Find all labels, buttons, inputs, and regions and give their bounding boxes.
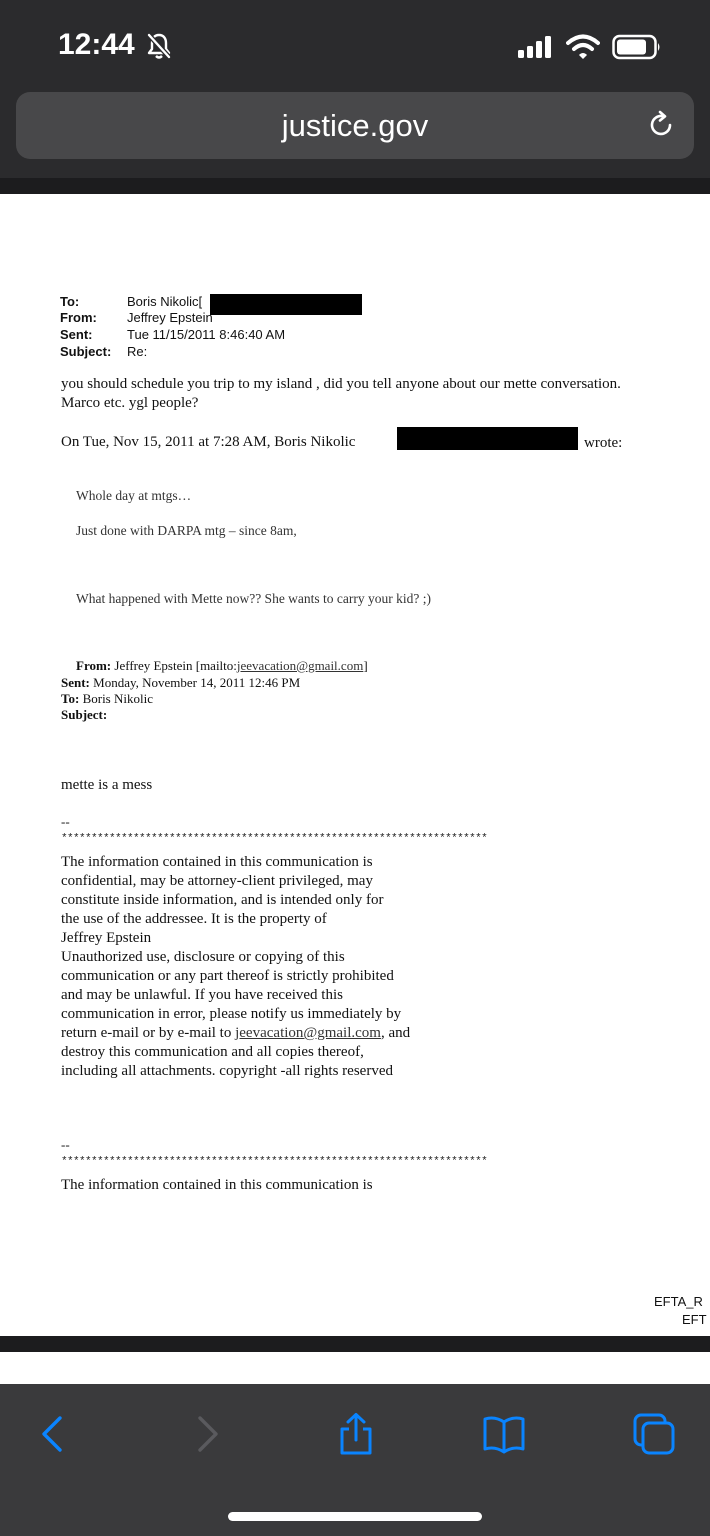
forward-sent [61, 675, 300, 691]
disclaimer-line: the use of the addressee. It is the property of [61, 911, 327, 927]
message-line-2: Marco etc. ygl people? [61, 395, 199, 411]
quoted-line-3: What happened with Mette now?? She wants to carry your kid? ;) [76, 591, 432, 606]
reply-wrote: wrote: [584, 435, 623, 451]
disclaimer-line: including all attachments. copyright -all rights reserved [61, 1063, 393, 1079]
tabs-icon[interactable] [632, 1412, 676, 1456]
forward-to-label: To: [61, 691, 80, 706]
forward-to [61, 691, 153, 707]
redaction-bar [397, 427, 578, 450]
message-line-1: you should schedule you trip to my island , did you tell anyone about our mette conversation. [61, 376, 621, 392]
forward-from-email[interactable]: jeevacation@gmail.com [236, 658, 364, 673]
separator-stars: *********************************************************************** [61, 1156, 488, 1168]
separator-dashes: -- [61, 814, 70, 829]
disclaimer-repeat-line: The information contained in this communication is [61, 1177, 373, 1193]
from-value: Jeffrey Epstein [127, 310, 213, 325]
quoted-line-1: Whole day at mtgs… [76, 488, 192, 503]
redaction-bar [210, 294, 362, 315]
home-indicator [228, 1512, 482, 1521]
forward-subject [61, 707, 107, 723]
disclaimer-line: communication or any part thereof is strictly prohibited [61, 968, 394, 984]
forward-sent-label: Sent: [61, 675, 90, 690]
top-chrome [0, 0, 710, 178]
bell-off-icon [146, 32, 172, 60]
url-text[interactable]: justice.gov [281, 108, 429, 143]
forward-from [76, 658, 368, 674]
sent-label: Sent: [60, 327, 93, 342]
disclaimer-line: Unauthorized use, disclosure or copying of this [61, 949, 345, 965]
share-icon[interactable] [334, 1412, 378, 1456]
reply-intro: On Tue, Nov 15, 2011 at 7:28 AM, Boris Nikolic [61, 434, 356, 450]
forward-to-value: Boris Nikolic [82, 691, 153, 706]
disclaimer-line: communication in error, please notify us immediately by [61, 1006, 402, 1022]
subject-label: Subject: [60, 344, 112, 359]
separator-stars: *********************************************************************** [61, 833, 488, 845]
subject-value: Re: [127, 344, 148, 359]
to-label: To: [60, 294, 80, 309]
separator-dashes: -- [61, 1137, 70, 1152]
battery-icon [612, 34, 662, 60]
address-bar[interactable] [16, 92, 694, 159]
disclaimer-line-email [61, 1024, 410, 1043]
next-page-edge [0, 1352, 710, 1384]
document-page [0, 194, 710, 1336]
back-icon[interactable] [32, 1412, 76, 1456]
sent-value: Tue 11/15/2011 8:46:40 AM [127, 327, 286, 342]
status-time: 12:44 [58, 28, 135, 61]
disclaimer-line: and may be unlawful. If you have received this [61, 987, 343, 1003]
forward-sent-value: Monday, November 14, 2011 12:46 PM [93, 675, 301, 690]
bookmarks-icon[interactable] [482, 1412, 526, 1456]
disclaimer-line: confidential, may be attorney-client privileged, may [61, 873, 373, 889]
disclaimer-return-prefix: return e-mail or by e-mail to [61, 1025, 236, 1041]
page-top-gap [0, 178, 710, 194]
forward-body: mette is a mess [61, 777, 153, 793]
bates-stamp-2: EFT [682, 1312, 707, 1327]
forward-icon[interactable] [184, 1412, 228, 1456]
reload-icon[interactable] [646, 110, 676, 140]
bottom-toolbar [0, 1384, 710, 1536]
disclaimer-line: constitute inside information, and is intended only for [61, 892, 384, 908]
quoted-line-2: Just done with DARPA mtg – since 8am, [76, 523, 297, 538]
disclaimer-return-suffix: , and [380, 1025, 411, 1041]
wifi-icon [566, 34, 600, 60]
cellular-signal-icon [518, 36, 552, 58]
forward-subject-label: Subject: [61, 707, 108, 722]
disclaimer-email-link[interactable]: jeevacation@gmail.com [235, 1025, 381, 1041]
disclaimer-line: The information contained in this communication is [61, 854, 373, 870]
forward-from-label: From: [76, 658, 112, 673]
forward-from-value: Jeffrey Epstein [mailto: [114, 658, 237, 673]
from-label: From: [60, 310, 97, 325]
to-value: Boris Nikolic[ [127, 294, 203, 309]
page-bottom-gap [0, 1336, 710, 1352]
disclaimer-line: Jeffrey Epstein [61, 930, 152, 946]
forward-from-close: ] [363, 658, 368, 673]
disclaimer-line: destroy this communication and all copies thereof, [61, 1044, 364, 1060]
bates-stamp-1: EFTA_R [654, 1294, 703, 1309]
